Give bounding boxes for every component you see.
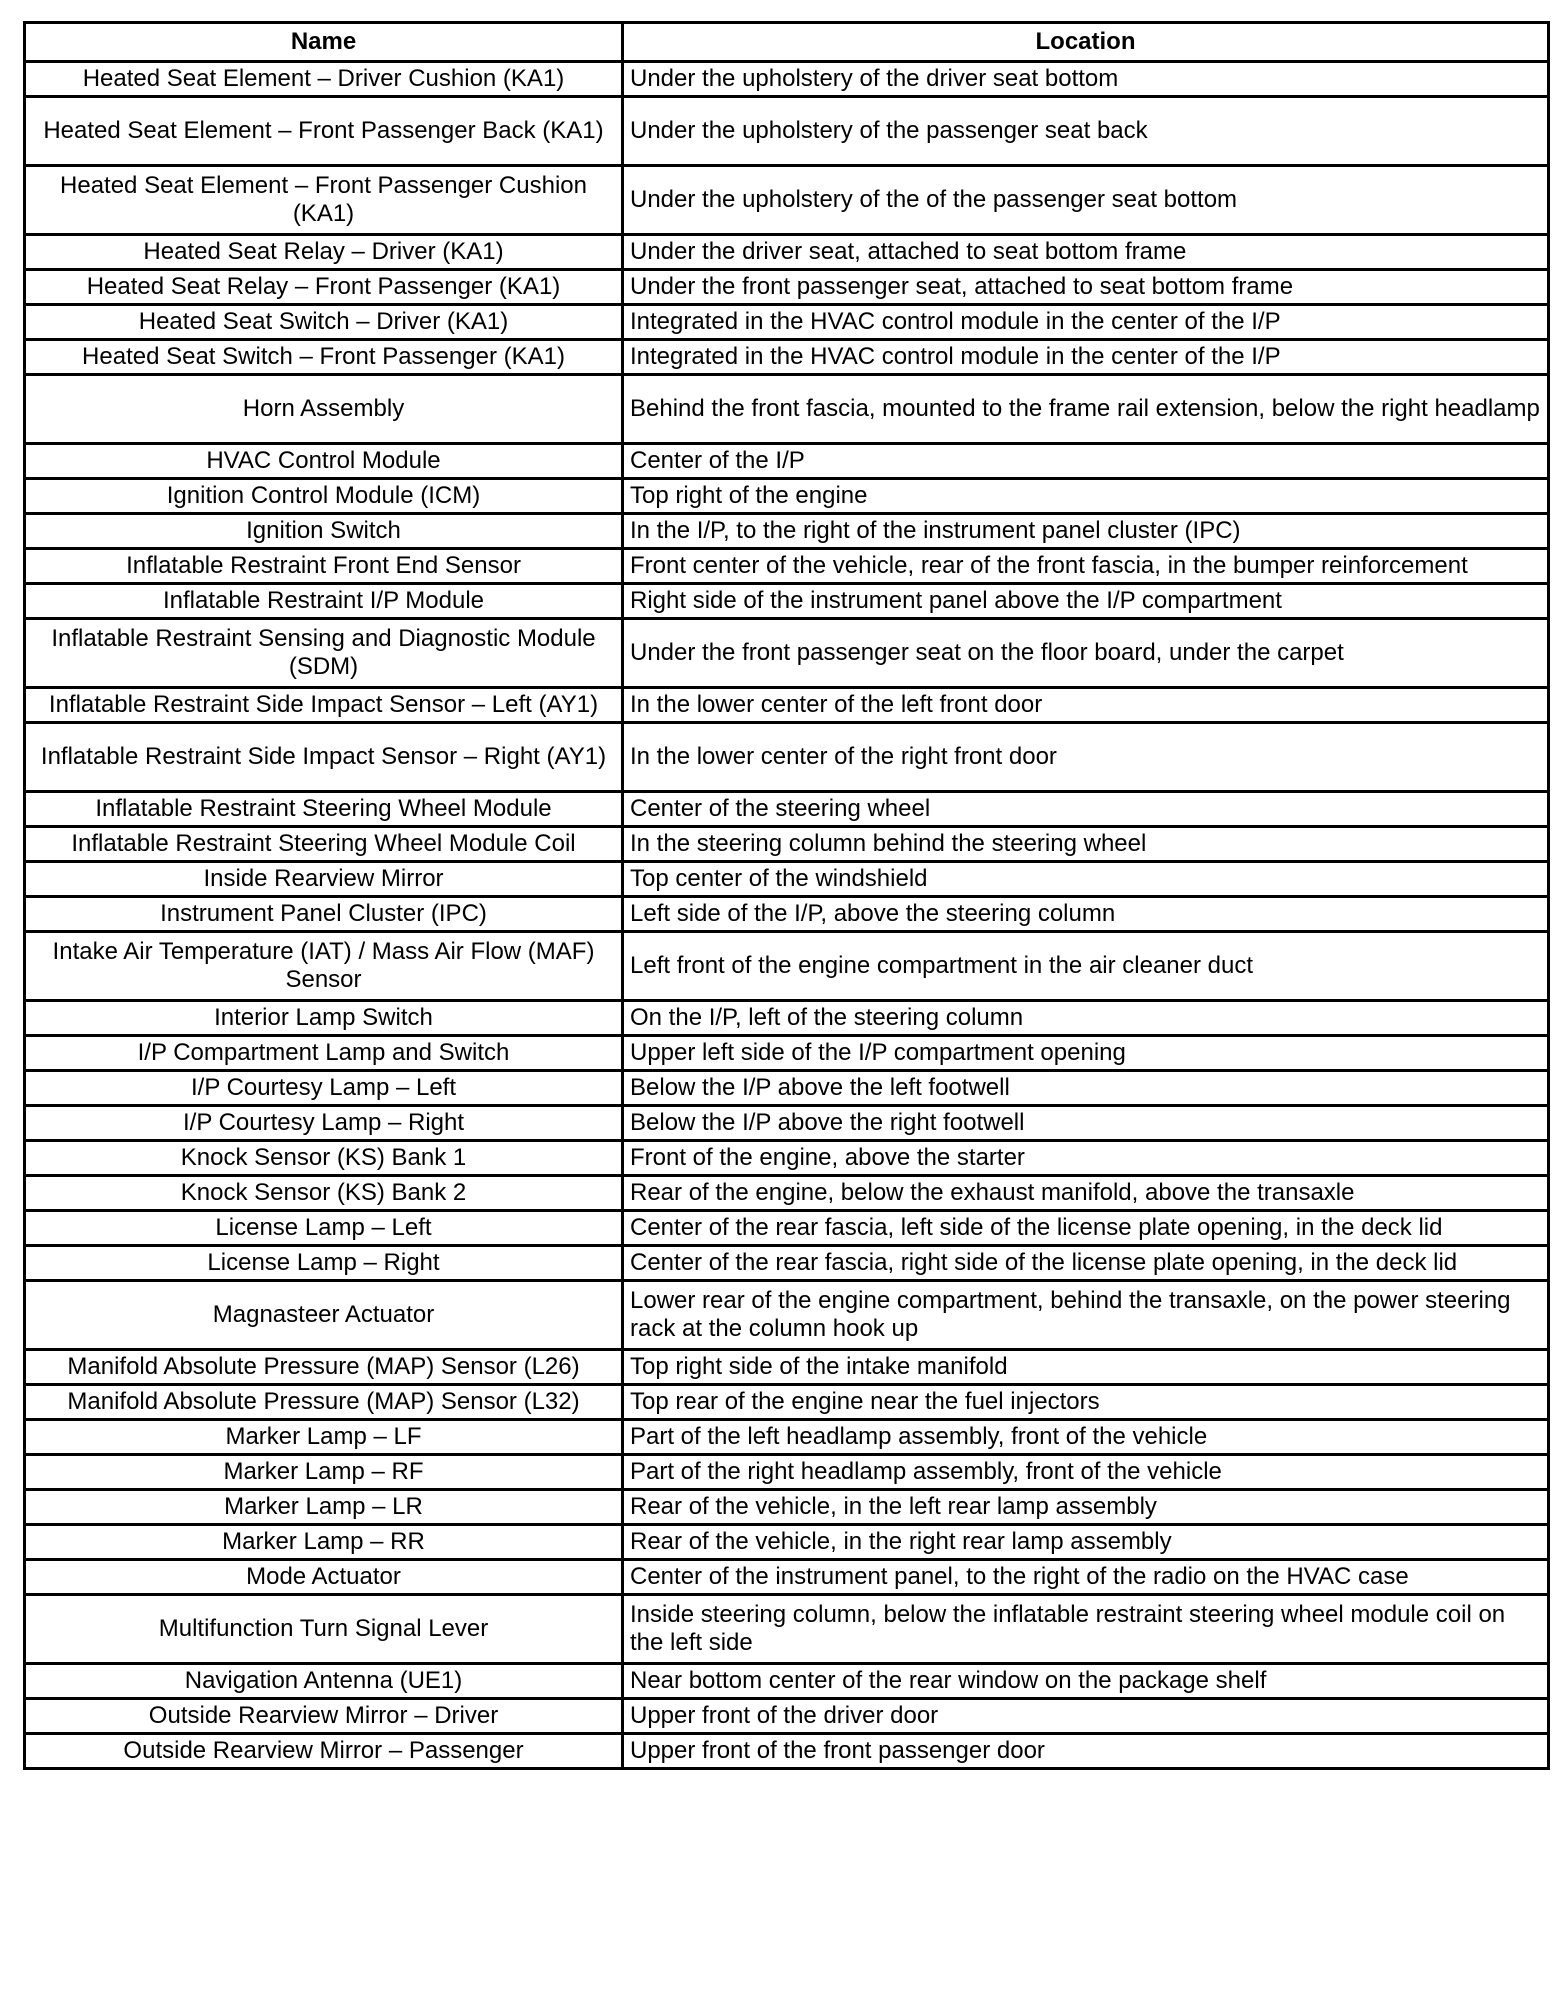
component-location-cell: Upper front of the driver door [623, 1699, 1549, 1734]
table-row [25, 584, 1549, 619]
component-name-cell: Knock Sensor (KS) Bank 2 [25, 1176, 623, 1211]
component-name-cell: Heated Seat Element – Driver Cushion (KA1) [25, 62, 623, 97]
table-row [25, 1420, 1549, 1455]
table-row [25, 1141, 1549, 1176]
component-name-cell: Outside Rearview Mirror – Driver [25, 1699, 623, 1734]
component-location-cell: Below the I/P above the left footwell [623, 1071, 1549, 1106]
table-row [25, 897, 1549, 932]
table-header-row [25, 23, 1549, 62]
table-row [25, 1211, 1549, 1246]
component-location-cell: In the lower center of the right front door [623, 723, 1549, 792]
component-name-cell: Inflatable Restraint Steering Wheel Module Coil [25, 827, 623, 862]
component-name-cell: Magnasteer Actuator [25, 1281, 623, 1350]
table-row [25, 688, 1549, 723]
component-name-cell: Inflatable Restraint Side Impact Sensor – Left (AY1) [25, 688, 623, 723]
component-location-cell: Under the upholstery of the passenger seat back [623, 97, 1549, 166]
component-name-cell: Mode Actuator [25, 1560, 623, 1595]
component-name-cell: Heated Seat Element – Front Passenger Back (KA1) [25, 97, 623, 166]
table-row [25, 97, 1549, 166]
table-row [25, 792, 1549, 827]
table-row [25, 340, 1549, 375]
component-location-cell: Center of the instrument panel, to the right of the radio on the HVAC case [623, 1560, 1549, 1595]
table-row [25, 1071, 1549, 1106]
component-location-cell: Left front of the engine compartment in the air cleaner duct [623, 932, 1549, 1001]
component-location-cell: Front center of the vehicle, rear of the front fascia, in the bumper reinforcement [623, 549, 1549, 584]
component-location-cell: Upper left side of the I/P compartment opening [623, 1036, 1549, 1071]
table-row [25, 932, 1549, 1001]
component-location-cell: Behind the front fascia, mounted to the frame rail extension, below the right headlamp [623, 375, 1549, 444]
name-column-header: Name [25, 23, 623, 62]
component-name-cell: Heated Seat Element – Front Passenger Cushion (KA1) [25, 166, 623, 235]
component-name-cell: Marker Lamp – LR [25, 1490, 623, 1525]
component-location-cell: In the I/P, to the right of the instrument panel cluster (IPC) [623, 514, 1549, 549]
component-name-cell: Heated Seat Relay – Driver (KA1) [25, 235, 623, 270]
component-location-cell: Center of the I/P [623, 444, 1549, 479]
component-name-cell: I/P Compartment Lamp and Switch [25, 1036, 623, 1071]
component-location-cell: Integrated in the HVAC control module in the center of the I/P [623, 340, 1549, 375]
component-name-cell: Marker Lamp – RR [25, 1525, 623, 1560]
component-name-cell: Intake Air Temperature (IAT) / Mass Air Flow (MAF) Sensor [25, 932, 623, 1001]
table-row [25, 1595, 1549, 1664]
component-name-cell: Inflatable Restraint Steering Wheel Module [25, 792, 623, 827]
component-name-cell: Inside Rearview Mirror [25, 862, 623, 897]
component-location-cell: Top right side of the intake manifold [623, 1350, 1549, 1385]
table-row [25, 1664, 1549, 1699]
component-name-cell: Manifold Absolute Pressure (MAP) Sensor (L32) [25, 1385, 623, 1420]
component-location-cell: Center of the rear fascia, left side of the license plate opening, in the deck lid [623, 1211, 1549, 1246]
table-row [25, 375, 1549, 444]
table-row [25, 1106, 1549, 1141]
component-name-cell: Manifold Absolute Pressure (MAP) Sensor (L26) [25, 1350, 623, 1385]
component-location-cell: Under the upholstery of the of the passenger seat bottom [623, 166, 1549, 235]
component-name-cell: Inflatable Restraint Side Impact Sensor – Right (AY1) [25, 723, 623, 792]
table-row [25, 1350, 1549, 1385]
component-location-cell: Under the upholstery of the driver seat bottom [623, 62, 1549, 97]
table-row [25, 549, 1549, 584]
table-row [25, 1001, 1549, 1036]
table-row [25, 1176, 1549, 1211]
table-row [25, 827, 1549, 862]
component-name-cell: Interior Lamp Switch [25, 1001, 623, 1036]
component-name-cell: Marker Lamp – LF [25, 1420, 623, 1455]
component-name-cell: HVAC Control Module [25, 444, 623, 479]
component-name-cell: Navigation Antenna (UE1) [25, 1664, 623, 1699]
table-row [25, 723, 1549, 792]
table-row [25, 270, 1549, 305]
table-row [25, 1699, 1549, 1734]
table-row [25, 1281, 1549, 1350]
component-name-cell: Inflatable Restraint Sensing and Diagnostic Module (SDM) [25, 619, 623, 688]
component-location-cell: Center of the steering wheel [623, 792, 1549, 827]
component-name-cell: Heated Seat Switch – Front Passenger (KA1) [25, 340, 623, 375]
table-row [25, 305, 1549, 340]
table-row [25, 166, 1549, 235]
table-row [25, 862, 1549, 897]
component-location-cell: Inside steering column, below the inflatable restraint steering wheel module coil on the left side [623, 1595, 1549, 1664]
component-location-cell: Lower rear of the engine compartment, behind the transaxle, on the power steering rack at the column hook up [623, 1281, 1549, 1350]
component-location-cell: On the I/P, left of the steering column [623, 1001, 1549, 1036]
component-location-cell: Top right of the engine [623, 479, 1549, 514]
table-row [25, 1246, 1549, 1281]
component-location-cell: In the lower center of the left front door [623, 688, 1549, 723]
table-row [25, 1734, 1549, 1769]
component-location-cell: Part of the left headlamp assembly, front of the vehicle [623, 1420, 1549, 1455]
component-name-cell: Instrument Panel Cluster (IPC) [25, 897, 623, 932]
component-location-cell: Center of the rear fascia, right side of the license plate opening, in the deck lid [623, 1246, 1549, 1281]
component-location-cell: Near bottom center of the rear window on the package shelf [623, 1664, 1549, 1699]
component-location-cell: Rear of the engine, below the exhaust manifold, above the transaxle [623, 1176, 1549, 1211]
table-row [25, 1525, 1549, 1560]
table-row [25, 444, 1549, 479]
table-row [25, 62, 1549, 97]
component-name-cell: Knock Sensor (KS) Bank 1 [25, 1141, 623, 1176]
document-page [23, 21, 1547, 1770]
component-location-cell: Left side of the I/P, above the steering column [623, 897, 1549, 932]
component-name-cell: Heated Seat Relay – Front Passenger (KA1) [25, 270, 623, 305]
component-name-cell: License Lamp – Right [25, 1246, 623, 1281]
table-row [25, 619, 1549, 688]
component-name-cell: I/P Courtesy Lamp – Right [25, 1106, 623, 1141]
component-location-cell: Below the I/P above the right footwell [623, 1106, 1549, 1141]
table-row [25, 1490, 1549, 1525]
component-name-cell: Ignition Switch [25, 514, 623, 549]
component-name-cell: Horn Assembly [25, 375, 623, 444]
component-location-cell: Top rear of the engine near the fuel injectors [623, 1385, 1549, 1420]
component-name-cell: Heated Seat Switch – Driver (KA1) [25, 305, 623, 340]
component-location-cell: Under the front passenger seat, attached to seat bottom frame [623, 270, 1549, 305]
table-row [25, 479, 1549, 514]
component-location-table [23, 21, 1550, 1770]
table-row [25, 1385, 1549, 1420]
component-location-cell: Part of the right headlamp assembly, front of the vehicle [623, 1455, 1549, 1490]
component-location-cell: Right side of the instrument panel above the I/P compartment [623, 584, 1549, 619]
component-location-cell: Integrated in the HVAC control module in the center of the I/P [623, 305, 1549, 340]
table-row [25, 1036, 1549, 1071]
component-name-cell: Multifunction Turn Signal Lever [25, 1595, 623, 1664]
component-location-cell: Rear of the vehicle, in the right rear lamp assembly [623, 1525, 1549, 1560]
component-name-cell: Inflatable Restraint I/P Module [25, 584, 623, 619]
component-location-cell: Front of the engine, above the starter [623, 1141, 1549, 1176]
location-column-header: Location [623, 23, 1549, 62]
component-name-cell: License Lamp – Left [25, 1211, 623, 1246]
component-name-cell: Inflatable Restraint Front End Sensor [25, 549, 623, 584]
component-name-cell: Marker Lamp – RF [25, 1455, 623, 1490]
table-row [25, 514, 1549, 549]
component-name-cell: Ignition Control Module (ICM) [25, 479, 623, 514]
table-row [25, 235, 1549, 270]
table-row [25, 1560, 1549, 1595]
component-location-cell: Under the driver seat, attached to seat bottom frame [623, 235, 1549, 270]
component-location-cell: Top center of the windshield [623, 862, 1549, 897]
component-location-cell: Upper front of the front passenger door [623, 1734, 1549, 1769]
component-location-cell: Rear of the vehicle, in the left rear lamp assembly [623, 1490, 1549, 1525]
table-body [25, 62, 1549, 1769]
table-row [25, 1455, 1549, 1490]
component-name-cell: I/P Courtesy Lamp – Left [25, 1071, 623, 1106]
component-location-cell: Under the front passenger seat on the floor board, under the carpet [623, 619, 1549, 688]
component-name-cell: Outside Rearview Mirror – Passenger [25, 1734, 623, 1769]
component-location-cell: In the steering column behind the steering wheel [623, 827, 1549, 862]
